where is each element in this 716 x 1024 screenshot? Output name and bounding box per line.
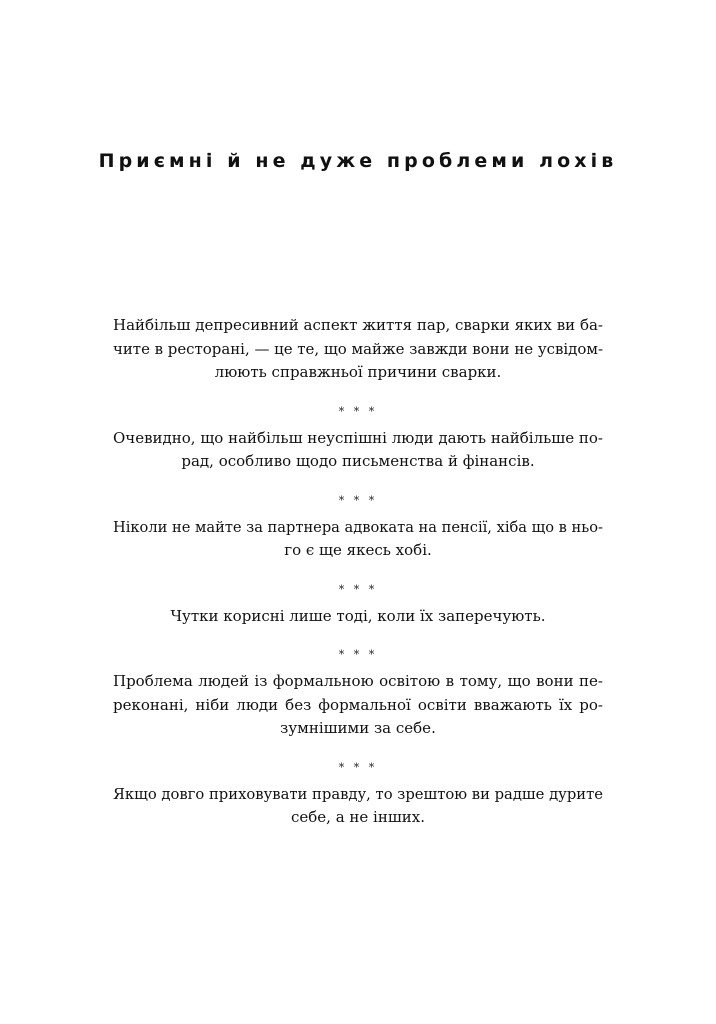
aphorism-2 [113,427,603,474]
aphorism-3 [113,516,603,563]
section-separator: * * * [338,493,378,507]
aphorism-1 [113,314,603,385]
section-separator: * * * [338,404,378,418]
aphorism-4 [113,605,603,629]
text-line: го є ще якесь хобі. [284,541,432,559]
text-line: люють справжньої причини сварки. [214,363,502,381]
text-line: зумнішими за себе. [280,719,436,737]
text-line: Якщо довго приховувати правду, то зрештою ви радше дурите [113,785,603,803]
chapter-title: Приємні й не дуже проблеми лохів [98,150,618,172]
aphorism-5 [113,670,603,741]
section-separator: * * * [338,648,378,661]
text-line: реконані, ніби люди без формальної освіти вважають їх ро- [113,695,603,714]
text-line: Найбільш депресивний аспект життя пар, сварки яких ви ба- [113,316,603,334]
aphorisms-body [113,314,603,830]
text-line: Ніколи не майте за партнера адвоката на пенсії, хіба що в ньо- [113,518,603,536]
text-line: чите в ресторані, — це те, що майже завжди вони не усвідом- [113,339,603,358]
text-line: Чутки корисні лише тоді, коли їх заперечують. [170,606,546,625]
section-separator: * * * [338,760,378,774]
text-line: себе, а не інших. [290,808,426,826]
section-separator: * * * [338,582,378,596]
text-line: рад, особливо щодо письменства й фінансів. [181,452,535,470]
text-line: Очевидно, що найбільш неуспішні люди дають найбільше по- [113,428,603,447]
aphorism-6 [113,783,603,830]
text-line: Проблема людей із формальною освітою в тому, що вони пе- [113,672,603,690]
